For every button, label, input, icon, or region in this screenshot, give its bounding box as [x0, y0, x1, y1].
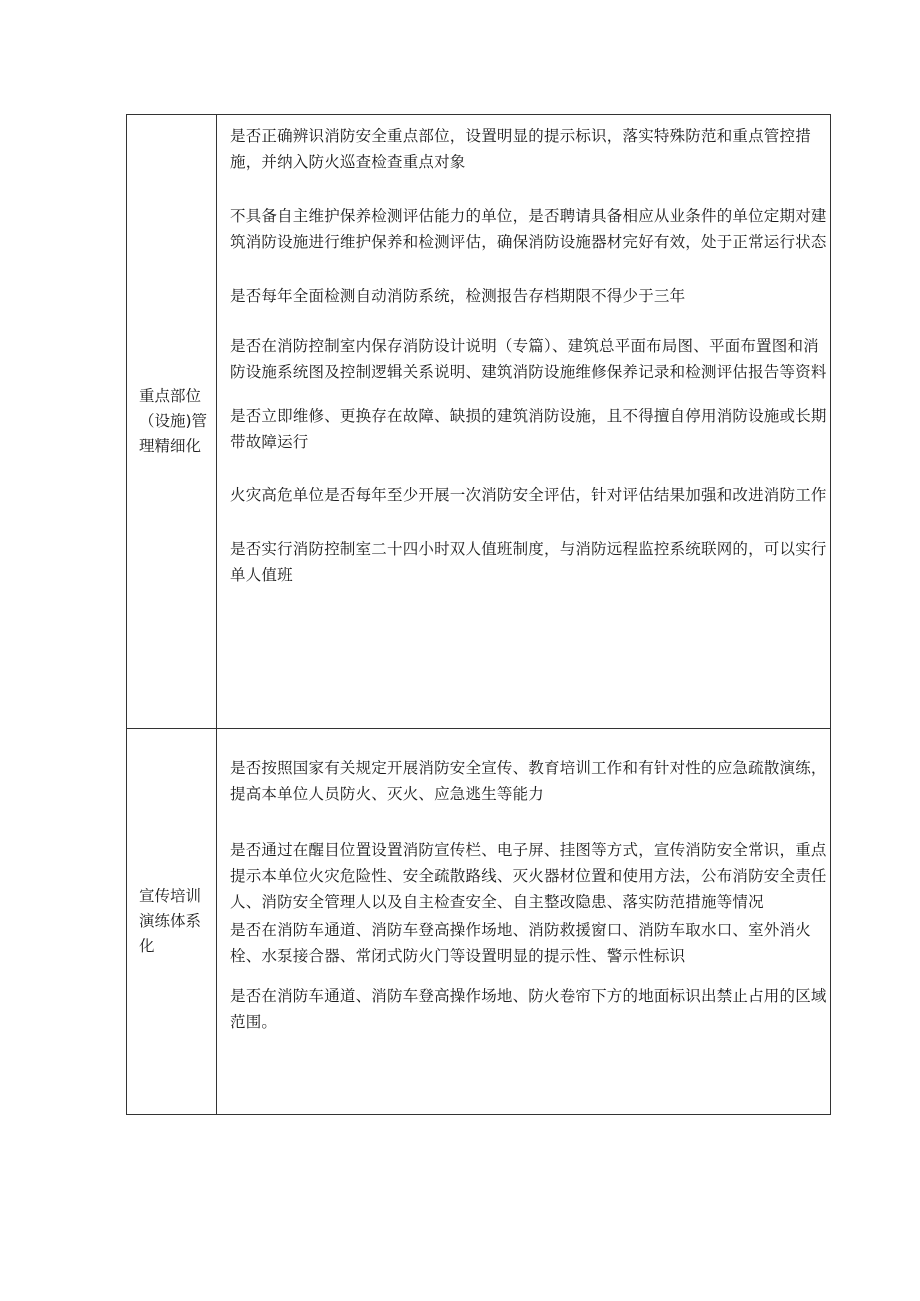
table-row	[127, 729, 831, 1115]
criteria-item: 是否在消防车通道、消防车登高操作场地、消防救援窗口、消防车取水口、室外消火栓、水泵接合器、常闭式防火门等设置明显的提示性、警示性标识	[230, 921, 811, 965]
category-cell	[127, 115, 217, 729]
criteria-item: 火灾高危单位是否每年至少开展一次消防安全评估，针对评估结果加强和改进消防工作	[230, 486, 827, 504]
criteria-item: 是否立即维修、更换存在故障、缺损的建筑消防设施，且不得擅自停用消防设施或长期带故障运行	[230, 407, 827, 451]
criteria-item: 是否实行消防控制室二十四小时双人值班制度，与消防远程监控系统联网的，可以实行单人值班	[230, 540, 827, 584]
category-label: 宣传培训演练体系化	[139, 887, 202, 955]
criteria-cell	[217, 115, 831, 729]
inspection-table	[126, 114, 831, 1115]
criteria-item: 是否按照国家有关规定开展消防安全宣传、教育培训工作和有针对性的应急疏散演练，提高本单位人员防火、灭火、应急逃生等能力	[230, 759, 827, 803]
category-cell	[127, 729, 217, 1115]
criteria-item: 不具备自主维护保养检测评估能力的单位，是否聘请具备相应从业条件的单位定期对建筑消防设施进行维护保养和检测评估，确保消防设施器材完好有效，处于正常运行状态	[230, 207, 827, 251]
criteria-item: 是否正确辨识消防安全重点部位，设置明显的提示标识，落实特殊防范和重点管控措施，并纳入防火巡查检查重点对象	[230, 127, 811, 171]
criteria-item: 是否通过在醒目位置设置消防宣传栏、电子屏、挂图等方式，宣传消防安全常识，重点提示本单位火灾危险性、安全疏散路线、灭火器材位置和使用方法，公布消防安全责任人、消防安全管理人以及自主检查安全、自主整改隐患、落实防范措施等情况	[230, 841, 827, 911]
criteria-cell	[217, 729, 831, 1115]
category-label: 重点部位（设施)管理精细化	[139, 387, 208, 455]
criteria-item: 是否每年全面检测自动消防系统，检测报告存档期限不得少于三年	[230, 287, 686, 305]
table-row	[127, 115, 831, 729]
criteria-item: 是否在消防控制室内保存消防设计说明（专篇）、建筑总平面布局图、平面布置图和消防设施系统图及控制逻辑关系说明、建筑消防设施维修保养记录和检测评估报告等资料	[230, 337, 827, 381]
criteria-item: 是否在消防车通道、消防车登高操作场地、防火卷帘下方的地面标识出禁止占用的区域范围。	[230, 987, 827, 1031]
